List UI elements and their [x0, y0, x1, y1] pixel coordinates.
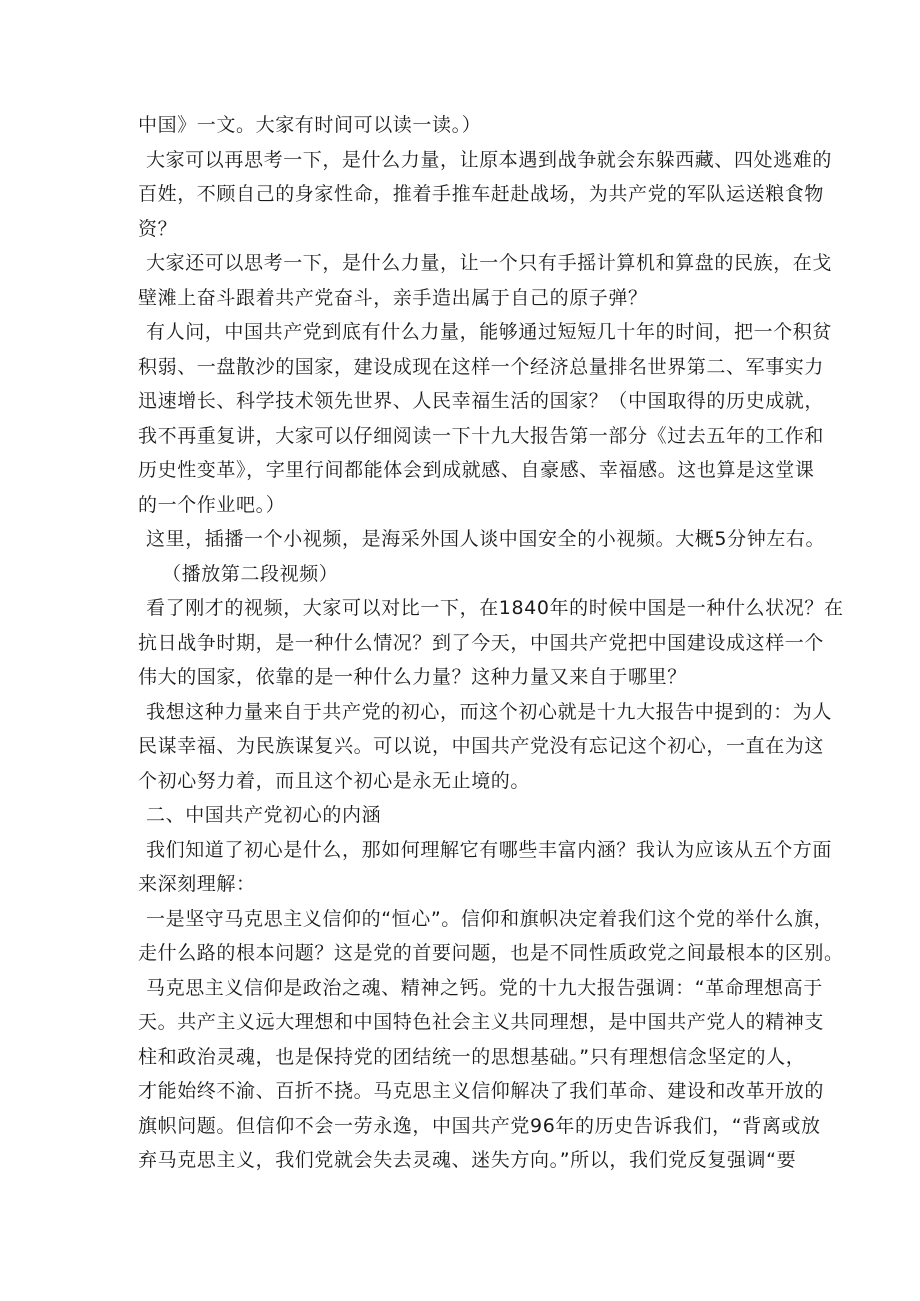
text-line: 我不再重复讲，大家可以仔细阅读一下十九大报告第一部分《过去五年的工作和	[138, 424, 825, 447]
text-line: 旗帜问题。但信仰不会一劳永逸，中国共产党96年的历史告诉我们，“背离或放	[138, 1114, 821, 1137]
document-page	[138, 108, 844, 1178]
text-line: 伟大的国家，依靠的是一种什么力量？这种力量又来自于哪里？	[138, 666, 687, 688]
text-line: 我们知道了初心是什么，那如何理解它有哪些丰富内涵？我认为应该从五个方面	[146, 838, 833, 861]
text-line: 弃马克思主义，我们党就会失去灵魂、迷失方向。”所以，我们党反复强调“要	[138, 1149, 797, 1171]
text-line: 壁滩上奋斗跟着共产党奋斗，亲手造出属于自己的原子弹？	[138, 286, 648, 309]
text-line: 民谋幸福、为民族谋复兴。可以说，中国共产党没有忘记这个初心，一直在为这	[138, 735, 825, 757]
text-line: 抗日战争时期，是一种什么情况？到了今天，中国共产党把中国建设成这样一个	[138, 631, 825, 654]
text-line: 大家可以再思考一下，是什么力量，让原本遇到战争就会东躲西藏、四处逃难的	[146, 148, 833, 171]
text-line: 天。共产主义远大理想和中国特色社会主义共同理想，是中国共产党人的精神支	[138, 1011, 825, 1033]
text-line: 中国》一文。大家有时间可以读一读。）	[138, 114, 482, 136]
text-line: 有人问，中国共产党到底有什么力量，能够通过短短几十年的时间，把一个积贫	[146, 321, 833, 343]
text-line: 一是坚守马克思主义信仰的“恒心”。信仰和旗帜决定着我们这个党的举什么旗，	[146, 907, 834, 930]
text-line: 柱和政治灵魂，也是保持党的团结统一的思想基础。”只有理想信念坚定的人，	[138, 1045, 806, 1068]
text-line: 这里，插播一个小视频，是海采外国人谈中国安全的小视频。大概5分钟左右。	[146, 528, 826, 550]
text-line: 个初心努力着，而且这个初心是永无止境的。	[138, 769, 531, 792]
text-line: 迅速增长、科学技术领先世界、人民幸福生活的国家？（中国取得的历史成就，	[138, 390, 825, 412]
text-line: 走什么路的根本问题？这是党的首要问题，也是不同性质政党之间最根本的区别。	[138, 942, 844, 964]
text-line: 大家还可以思考一下，是什么力量，让一个只有手摇计算机和算盘的民族，在戈	[146, 252, 833, 274]
text-line: 马克思主义信仰是政治之魂、精神之钙。党的十九大报告强调：“革命理想高于	[146, 976, 823, 999]
text-line: 的一个作业吧。）	[138, 493, 286, 516]
text-line: 我想这种力量来自于共产党的初心，而这个初心就是十九大报告中提到的：为人	[146, 700, 833, 723]
text-line: 积弱、一盘散沙的国家，建设成现在这样一个经济总量排名世界第二、军事实力	[138, 355, 825, 378]
text-line: 看了刚才的视频，大家可以对比一下，在1840年的时候中国是一种什么状况？在	[146, 597, 844, 619]
text-line: （播放第二段视频）	[162, 562, 339, 585]
text-line: 资？	[138, 217, 178, 240]
text-line: 来深刻理解：	[138, 873, 256, 895]
text-line: 才能始终不渝、百折不挠。马克思主义信仰解决了我们革命、建设和改革开放的	[138, 1080, 825, 1102]
text-line: 百姓，不顾自己的身家性命，推着手推车赶赴战场，为共产党的军队运送粮食物	[138, 183, 825, 205]
text-line: 历史性变革》，字里行间都能体会到成就感、自豪感、幸福感。这也算是这堂课	[138, 459, 815, 481]
section-heading: 二、中国共产党初心的内涵	[146, 804, 382, 826]
